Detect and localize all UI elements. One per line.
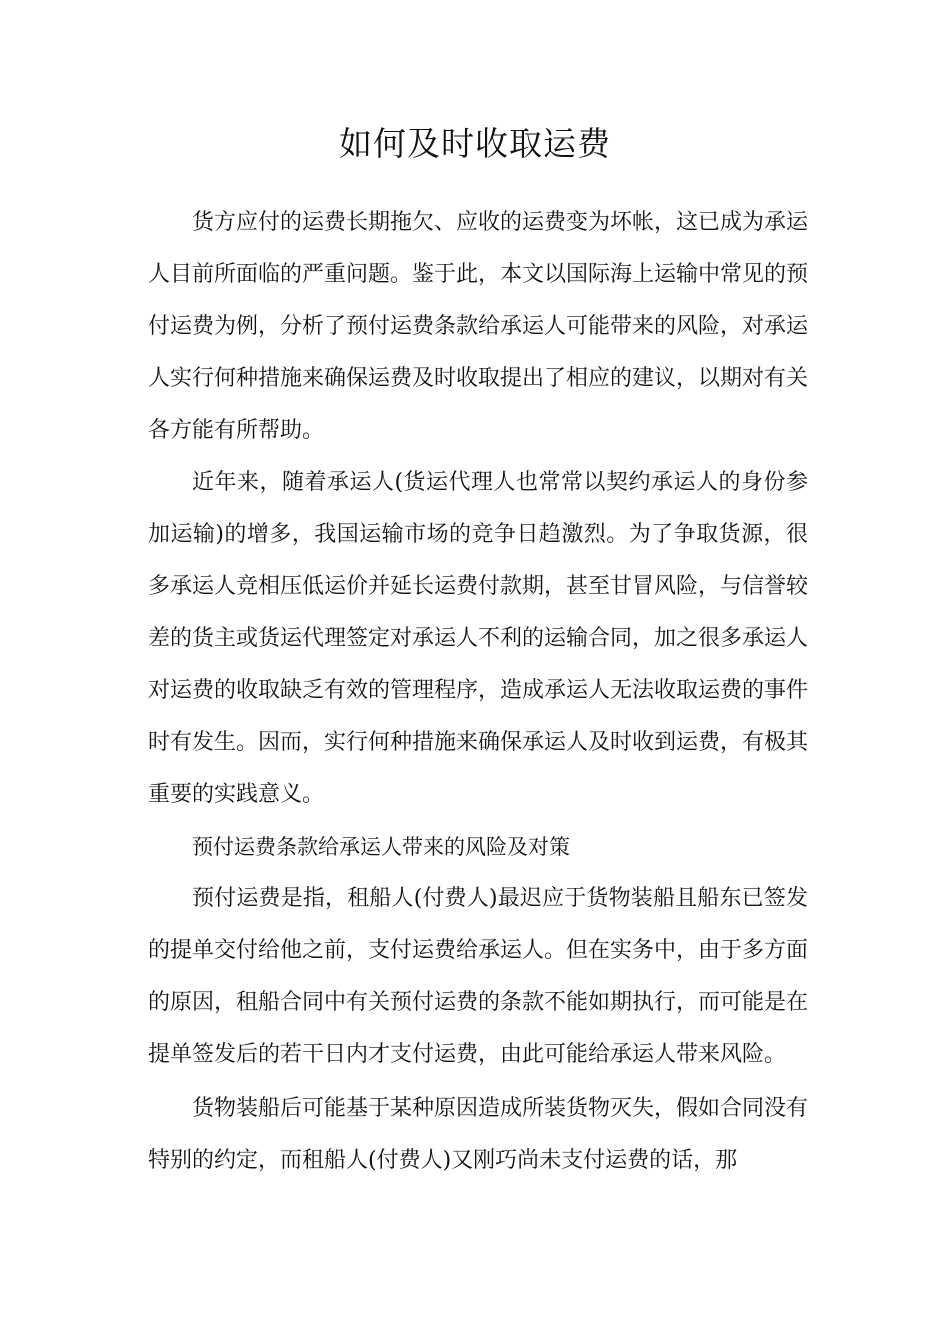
paragraph-intro: 货方应付的运费长期拖欠、应收的运费变为坏帐，这已成为承运人目前所面临的严重问题。鉴于此，本文以国际海上运输中常见的预付运费为例，分析了预付运费条款给承运人可能带来的风险，对承运人实行何种措施来确保运费及时收取提出了相应的建议，以期对有关各方能有所帮助。 [148, 210, 809, 443]
section-heading: 预付运费条款给承运人带来的风险及对策 [192, 835, 570, 859]
document-body [148, 197, 808, 1187]
paragraph-prepaid-definition: 预付运费是指，租船人(付费人)最迟应于货物装船且船东已签发的提单交付给他之前，支付运费给承运人。但在实务中，由于多方面的原因，租船合同中有关预付运费的条款不能如期执行，而可能是在提单签发后的若干日内才支付运费，由此可能给承运人带来风险。 [148, 886, 809, 1067]
paragraph-background: 近年来，随着承运人(货运代理人也常常以契约承运人的身份参加运输)的增多，我国运输市场的竞争日趋激烈。为了争取货源，很多承运人竞相压低运价并延长运费付款期，甚至甘冒风险，与信誉较差的货主或货运代理签定对承运人不利的运输合同，加之很多承运人对运费的收取缺乏有效的管理程序，造成承运人无法收取运费的事件时有发生。因而，实行何种措施来确保承运人及时收到运费，有极其重要的实践意义。 [148, 470, 809, 807]
document-title: 如何及时收取运费 [339, 124, 611, 163]
paragraph-cargo-loss: 货物装船后可能基于某种原因造成所装货物灭失，假如合同没有特别的约定，而租船人(付费人)又刚巧尚未支付运费的话，那 [148, 1096, 809, 1173]
